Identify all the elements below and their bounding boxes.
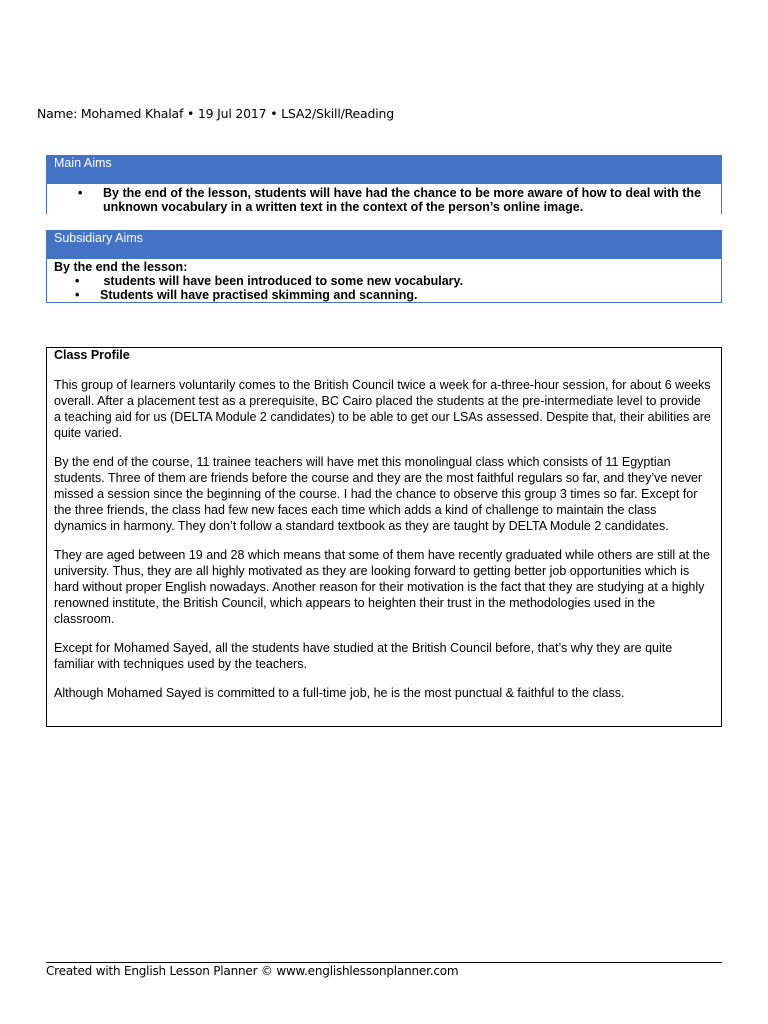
subsidiary-aims-item	[54, 288, 715, 302]
main-aims-item-text: By the end of the lesson, students will have had the chance to be more aware of how to deal with the unknown vocabulary in a written text in the context of the person’s online image.	[103, 186, 702, 214]
subsidiary-aims-item-text: students will have been introduced to some new vocabulary.	[100, 274, 464, 288]
subsidiary-aims-item-text: Students will have practised skimming and scanning.	[100, 288, 418, 302]
subsidiary-aims-body	[47, 259, 721, 302]
lesson-header-line: Name: Mohamed Khalaf • 19 Jul 2017 • LSA2/Skill/Reading	[37, 106, 394, 121]
main-aims-box	[46, 155, 722, 214]
main-aims-item	[75, 186, 711, 214]
class-profile-box	[46, 347, 722, 727]
bullet-icon: •	[75, 288, 80, 302]
main-aims-body	[47, 184, 721, 214]
bullet-icon: •	[78, 186, 83, 200]
class-profile-title: Class Profile	[54, 348, 130, 362]
class-profile-paragraph: They are aged between 19 and 28 which means that some of them have recently graduated while others are still at the university. Thus, they are all highly motivated as they are looking forward to getting better job opportunities which is hard without proper English nowadays. Another reason for their motivation is the fact that they are studying at a highly renowned institute, the British Council, which appears to heighten their trust in the methodologies used in the classroom.	[54, 548, 710, 626]
main-aims-title: Main Aims	[47, 156, 721, 184]
footer-credit: Created with English Lesson Planner © www.englishlessonplanner.com	[46, 964, 459, 978]
bullet-icon: •	[75, 274, 80, 288]
class-profile-paragraph: Except for Mohamed Sayed, all the students have studied at the British Council before, that’s why they are quite familiar with techniques used by the teachers.	[54, 641, 673, 671]
subsidiary-aims-box	[46, 230, 722, 303]
subsidiary-aims-title: Subsidiary Aims	[47, 231, 721, 259]
class-profile-paragraph: By the end of the course, 11 trainee teachers will have met this monolingual class which consists of 11 Egyptian students. Three of them are friends before the course and they are the most faithful regulars so far, and they’ve never missed a session since the beginning of the course. I had the chance to observe this group 3 times so far. Except for the three friends, the class had few new faces each time which adds a kind of challenge to maintain the class dynamics in harmony. They don’t follow a standard textbook as they are taught by DELTA Module 2 candidates.	[54, 455, 703, 533]
class-profile-paragraph: This group of learners voluntarily comes to the British Council twice a week for a-three-hour session, for about 6 weeks overall. After a placement test as a prerequisite, BC Cairo placed the students at the pre-intermediate level to provide a teaching aid for us (DELTA Module 2 candidates) to be able to get our LSAs assessed. Despite that, their abilities are quite varied.	[54, 378, 711, 440]
subsidiary-aims-item	[54, 274, 715, 288]
footer-divider	[46, 962, 722, 963]
subsidiary-aims-intro: By the end the lesson:	[54, 260, 188, 274]
class-profile-paragraph: Although Mohamed Sayed is committed to a full-time job, he is the most punctual & faithful to the class.	[54, 686, 625, 700]
